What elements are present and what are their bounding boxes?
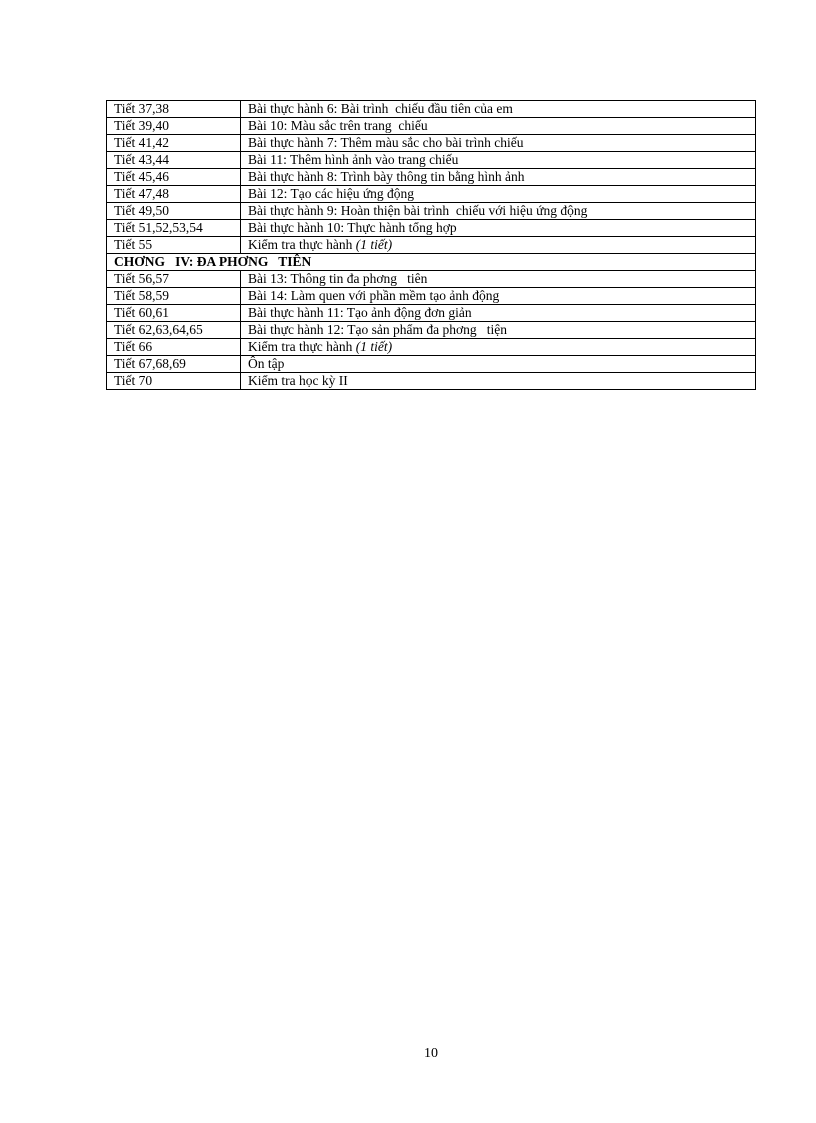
- lesson-cell: [241, 356, 756, 373]
- period-cell: Tiết 47,48: [107, 186, 241, 203]
- lesson-cell: [241, 220, 756, 237]
- period-cell: Tiết 39,40: [107, 118, 241, 135]
- lesson-text: Kiểm tra thực hành: [248, 237, 356, 252]
- table-row: [107, 169, 756, 186]
- lesson-cell: [241, 101, 756, 118]
- table-row: [107, 288, 756, 305]
- lesson-text: Bài thực hành 6: Bài trình chiếu đầu tiên của em: [248, 101, 513, 116]
- lesson-cell: [241, 271, 756, 288]
- table-row: [107, 305, 756, 322]
- lesson-text: Ôn tập: [248, 356, 285, 371]
- lesson-text-italic: (1 tiết): [355, 339, 393, 354]
- lesson-text-italic: (1 tiết): [355, 237, 393, 252]
- table-row: [107, 186, 756, 203]
- schedule-table-body: [107, 101, 756, 390]
- lesson-cell: [241, 152, 756, 169]
- lesson-text: Bài 11: Thêm hình ảnh vào trang chiếu: [248, 152, 459, 167]
- period-cell: Tiết 49,50: [107, 203, 241, 220]
- lesson-text: Kiểm tra học kỳ II: [248, 373, 348, 388]
- lesson-text: Bài thực hành 11: Tạo ảnh động đơn giản: [248, 305, 472, 320]
- lesson-cell: [241, 339, 756, 356]
- schedule-table: [106, 100, 756, 390]
- period-cell: Tiết 55: [107, 237, 241, 254]
- lesson-text: Bài 12: Tạo các hiệu ứng động: [248, 186, 415, 201]
- lesson-text: Kiểm tra thực hành: [248, 339, 356, 354]
- table-row: [107, 356, 756, 373]
- lesson-cell: [241, 288, 756, 305]
- lesson-text: Bài 13: Thông tin đa phơng tiên: [248, 271, 428, 286]
- table-row: [107, 339, 756, 356]
- period-cell: Tiết 56,57: [107, 271, 241, 288]
- lesson-text: Bài 10: Màu sắc trên trang chiếu: [248, 118, 428, 133]
- lesson-text: Bài thực hành 12: Tạo sản phẩm đa phơng tiện: [248, 322, 508, 337]
- lesson-cell: [241, 203, 756, 220]
- period-cell: Tiết 58,59: [107, 288, 241, 305]
- lesson-cell: [241, 169, 756, 186]
- table-row: [107, 220, 756, 237]
- period-cell: Tiết 60,61: [107, 305, 241, 322]
- table-row: [107, 118, 756, 135]
- lesson-cell: [241, 322, 756, 339]
- period-cell: Tiết 70: [107, 373, 241, 390]
- lesson-cell: [241, 373, 756, 390]
- period-cell: Tiết 41,42: [107, 135, 241, 152]
- table-row: [107, 237, 756, 254]
- period-cell: Tiết 62,63,64,65: [107, 322, 241, 339]
- lesson-text: Bài thực hành 7: Thêm màu sắc cho bài trình chiếu: [248, 135, 524, 150]
- lesson-text: Bài thực hành 8: Trình bày thông tin bằng hình ảnh: [248, 169, 525, 184]
- table-row: [107, 152, 756, 169]
- table-row: [107, 322, 756, 339]
- lesson-cell: [241, 237, 756, 254]
- page-number: 10: [424, 1046, 438, 1061]
- period-cell: Tiết 67,68,69: [107, 356, 241, 373]
- lesson-cell: [241, 118, 756, 135]
- lesson-cell: [241, 305, 756, 322]
- table-row: [107, 373, 756, 390]
- period-cell: Tiết 45,46: [107, 169, 241, 186]
- period-cell: Tiết 66: [107, 339, 241, 356]
- period-cell: Tiết 37,38: [107, 101, 241, 118]
- period-cell: Tiết 51,52,53,54: [107, 220, 241, 237]
- table-row: [107, 271, 756, 288]
- table-row: [107, 254, 756, 271]
- lesson-cell: [241, 135, 756, 152]
- table-row: [107, 135, 756, 152]
- lesson-text: Bài thực hành 10: Thực hành tổng hợp: [248, 220, 457, 235]
- lesson-cell: [241, 186, 756, 203]
- section-header-cell: CHƠNG IV: ĐA PHƠNG TIÊN: [107, 254, 756, 271]
- lesson-text: Bài thực hành 9: Hoàn thiện bài trình chiếu với hiệu ứng động: [248, 203, 588, 218]
- lesson-text: Bài 14: Làm quen với phần mềm tạo ảnh động: [248, 288, 500, 303]
- table-row: [107, 203, 756, 220]
- table-row: [107, 101, 756, 118]
- period-cell: Tiết 43,44: [107, 152, 241, 169]
